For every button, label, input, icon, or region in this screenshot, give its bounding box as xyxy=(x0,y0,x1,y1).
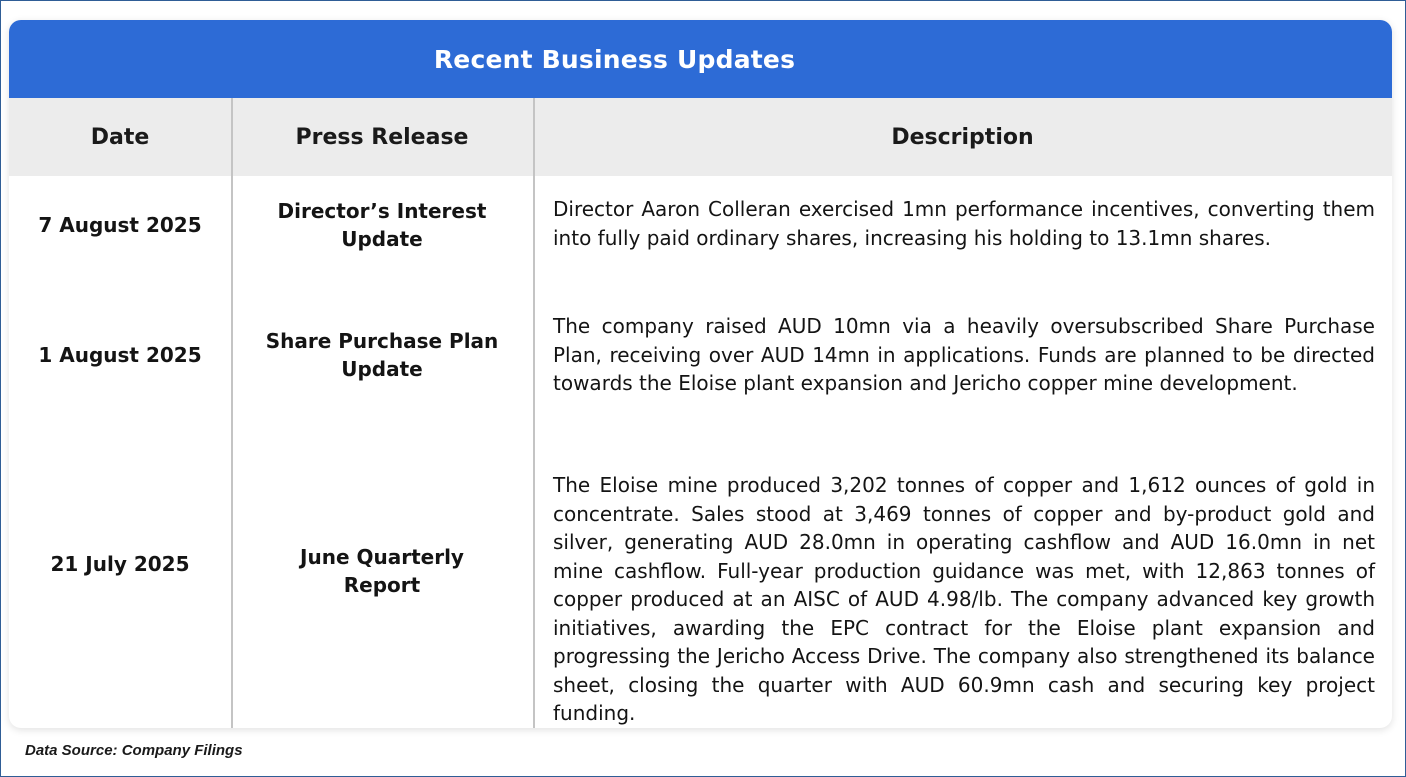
header-date: Date xyxy=(90,124,150,150)
table-row xyxy=(9,471,1392,727)
row-date: 1 August 2025 xyxy=(38,343,202,367)
business-updates-table xyxy=(9,20,1392,728)
data-source-note: Data Source: Company Filings xyxy=(25,742,243,759)
table-row xyxy=(9,195,1392,287)
table-row xyxy=(9,312,1392,424)
row-date: 7 August 2025 xyxy=(38,213,202,237)
table-title: Recent Business Updates xyxy=(433,44,796,74)
row-press-release xyxy=(231,195,533,255)
row-press-release-text: June Quarterly Report xyxy=(300,545,464,597)
row-press-release-text: Director’s Interest Update xyxy=(277,199,487,251)
row-description: Director Aaron Colleran exercised 1mn performance incentives, converting them into fully paid ordinary shares, increasing his holding to 13.1mn shares. xyxy=(553,197,1375,250)
row-description: The company raised AUD 10mn via a heavily oversubscribed Share Purchase Plan, receiving over AUD 14mn in applications. Funds are planned to be directed towards the Eloise plant expansion and Jericho copper mine development. xyxy=(553,314,1375,395)
row-date: 21 July 2025 xyxy=(50,552,190,576)
table-header-row xyxy=(9,98,1392,176)
header-description: Description xyxy=(891,124,1034,150)
row-press-release-text: Share Purchase Plan Update xyxy=(265,329,499,381)
header-press-release: Press Release xyxy=(295,124,469,150)
row-description: The Eloise mine produced 3,202 tonnes of copper and 1,612 ounces of gold in concentrate. Sales stood at 3,469 tonnes of copper and by-product gold and silver, generating AUD 28.0mn in operating cashflow and AUD 16.0mn in net mine cashflow. Full-year production guidance was met, with 12,863 tonnes of copper produced at an AISC of AUD 4.98/lb. The company advanced key growth initiatives, awarding the EPC contract for the Eloise plant expansion and progressing the Jericho Access Drive. The company also strengthened its balance sheet, closing the quarter with AUD 60.9mn cash and securing key project funding. xyxy=(553,473,1375,725)
row-press-release xyxy=(231,312,533,398)
table-title-bar xyxy=(9,20,1392,98)
row-press-release xyxy=(231,471,533,671)
